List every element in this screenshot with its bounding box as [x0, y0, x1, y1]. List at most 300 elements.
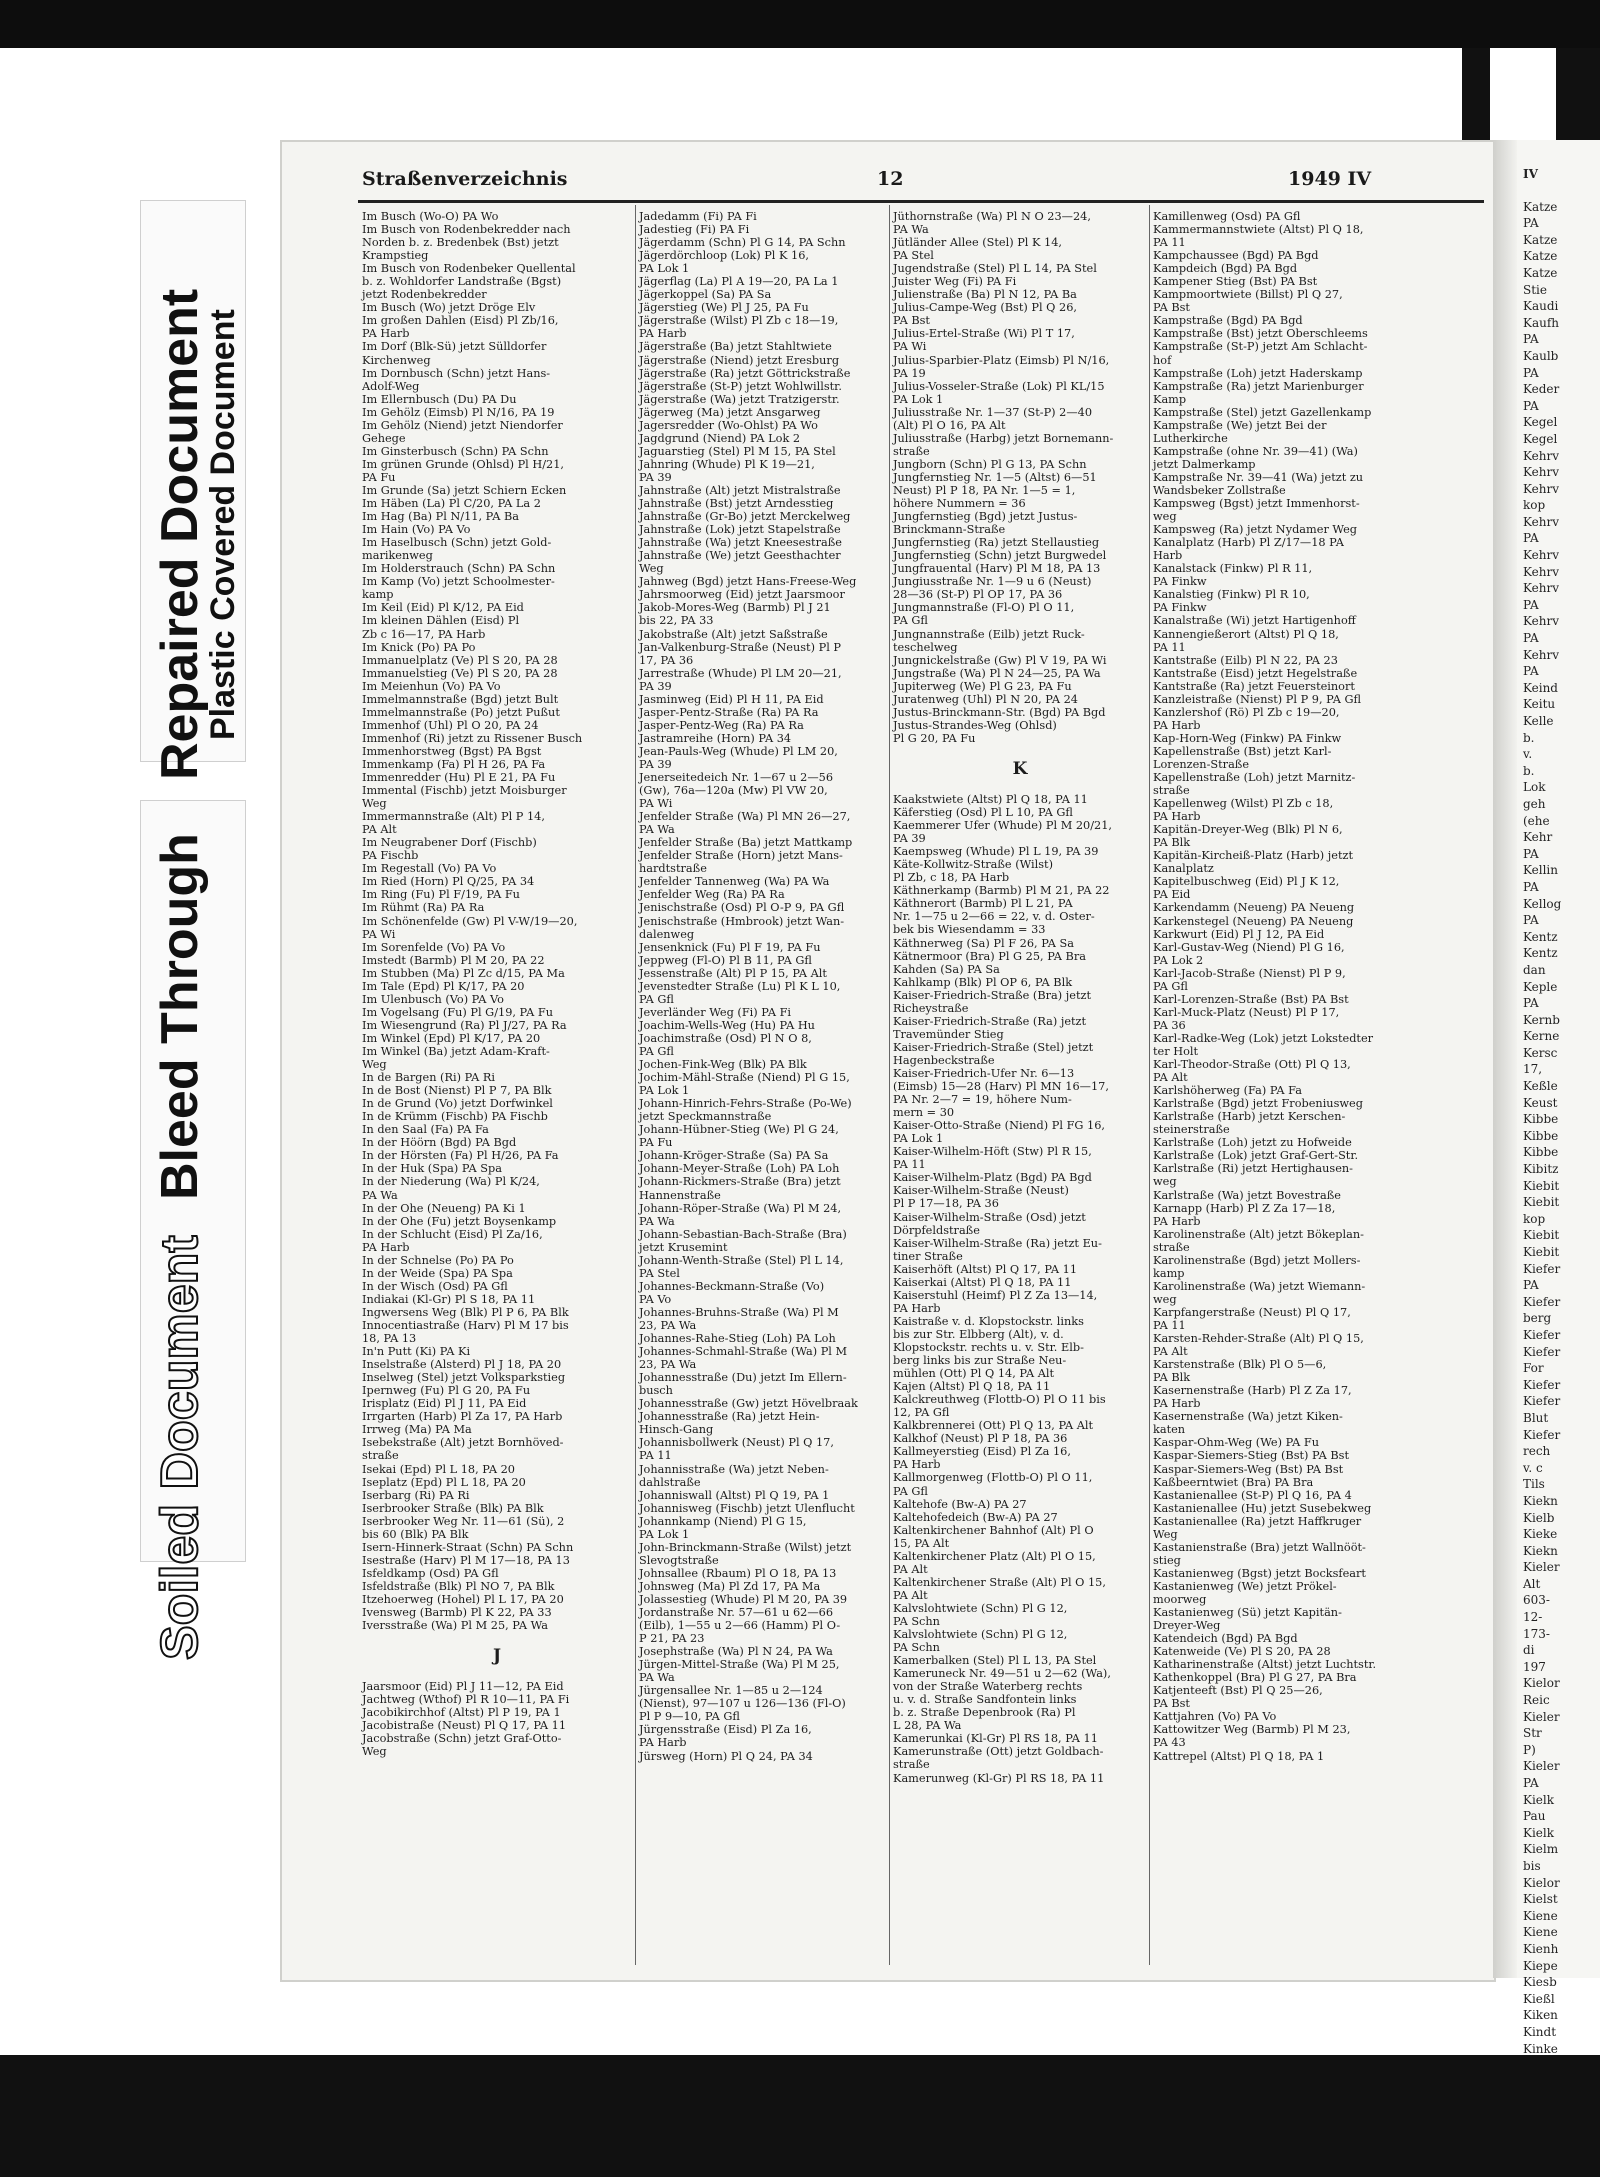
street-entry: Jürgensallee Nr. 1—85 u 2—124: [639, 1684, 823, 1698]
street-entry: PA 11: [639, 1449, 672, 1463]
adjacent-page-entry: Kiefer: [1523, 1344, 1561, 1359]
street-entry: Im Gehölz (Niend) jetzt Niendorfer: [362, 418, 563, 432]
adjacent-page-entry: Kiebit: [1523, 1178, 1560, 1193]
street-entry: Karl-Lorenzen-Straße (Bst) PA Bst: [1153, 992, 1349, 1006]
street-entry: [893, 780, 1147, 793]
street-entry: Im Meienhun (Vo) PA Vo: [362, 679, 501, 693]
section-letter: J: [492, 1646, 502, 1667]
street-entry: Kanalstraße (Wi) jetzt Hartigenhoff: [1153, 614, 1356, 628]
label-bleed-through: Bleed Through: [151, 833, 209, 1200]
street-entry: Jütländer Allee (Stel) Pl K 14,: [893, 236, 1063, 250]
street-entry: straße: [362, 1449, 399, 1463]
street-entry: Jenfelder Straße (Wa) Pl MN 26—27,: [639, 810, 851, 824]
adjacent-page-entry: Kellog: [1523, 896, 1562, 911]
street-entry: PA Alt: [1153, 1345, 1188, 1359]
street-entry: Irisplatz (Eid) Pl J 11, PA Eid: [362, 1397, 527, 1411]
adjacent-page-entry: Kiekn: [1523, 1493, 1558, 1508]
street-entry: Käthnerweg (Sa) Pl F 26, PA Sa: [893, 936, 1074, 950]
street-entry: Im Keil (Eid) Pl K/12, PA Eid: [362, 601, 524, 615]
street-entry: Isebekstraße (Alt) jetzt Bornhöved-: [362, 1436, 564, 1450]
adjacent-page-entry: Kiefer: [1523, 1377, 1561, 1392]
street-entry: straße: [1153, 1240, 1190, 1254]
street-entry: Im Busch von Rodenbeker Quellental: [362, 262, 576, 276]
street-entry: Jaarsmoor (Eid) Pl J 11—12, PA Eid: [362, 1680, 564, 1694]
adjacent-page-entry: Kielor: [1523, 1875, 1560, 1890]
street-entry: (Gw), 76a—120a (Mw) Pl VW 20,: [639, 784, 828, 798]
street-entry: Jagersredder (Wo-Ohlst) PA Wo: [639, 418, 818, 432]
street-entry: Jungiusstraße Nr. 1—9 u 6 (Neust): [893, 575, 1092, 589]
adjacent-page-entry: kop: [1523, 498, 1546, 513]
street-entry: (Nienst), 97—107 u 126—136 (Fl-O): [639, 1697, 846, 1711]
street-entry: Weg: [1153, 1527, 1178, 1541]
street-entry: Jägerstraße (St-P) jetzt Wohlwillstr.: [639, 379, 842, 393]
adjacent-page-entry: Kießl: [1523, 1991, 1555, 2006]
street-entry: Kaßbeerntwiet (Bra) PA Bra: [1153, 1475, 1314, 1489]
adjacent-page-entry: Kiefer: [1523, 1261, 1561, 1276]
street-entry: Immenkamp (Fa) Pl H 26, PA Fa: [362, 757, 546, 771]
street-entry: Jägerstraße (Niend) jetzt Eresburg: [639, 353, 840, 367]
adjacent-page-entry: Kiefer: [1523, 1394, 1561, 1409]
street-entry: Jagdgrund (Niend) PA Lok 2: [639, 431, 801, 445]
adjacent-page-entry: PA: [1523, 332, 1539, 347]
street-entry: Kanzleistraße (Nienst) Pl P 9, PA Gfl: [1153, 692, 1362, 706]
adjacent-page-entry: Kehrv: [1523, 564, 1559, 579]
adjacent-page-entry: Kehrv: [1523, 448, 1559, 463]
street-entry: PA Lok 1: [893, 1132, 944, 1146]
street-entry: Kanzlershof (Rö) Pl Zb c 19—20,: [1153, 705, 1340, 719]
street-entry: Kastanienweg (We) jetzt Prökel-: [1153, 1579, 1337, 1593]
street-entry: Kapitän-Dreyer-Weg (Blk) Pl N 6,: [1153, 823, 1343, 837]
adjacent-page-entry: Kielk: [1523, 1792, 1555, 1807]
street-entry: Julienstraße (Ba) Pl N 12, PA Ba: [893, 288, 1077, 302]
page-header-title: Straßenverzeichnis: [362, 168, 568, 190]
street-entry: Im Grunde (Sa) jetzt Schiern Ecken: [362, 483, 567, 497]
adjacent-page-entry: Keust: [1523, 1095, 1558, 1110]
street-entry: P 21, PA 23: [639, 1632, 705, 1646]
street-entry: Jeverländer Weg (Fi) PA Fi: [639, 1005, 792, 1019]
adjacent-page-entry: Kibbe: [1523, 1112, 1559, 1127]
street-entry: Kirchenweg: [362, 353, 431, 367]
street-entry: Kamerunstraße (Ott) jetzt Goldbach-: [893, 1745, 1104, 1759]
street-entry: Zb c 16—17, PA Harb: [362, 627, 486, 641]
street-entry: Johannes-Bruhns-Straße (Wa) Pl M: [639, 1305, 839, 1319]
street-entry: Jahrsmoorweg (Eid) jetzt Jaarsmoor: [639, 588, 845, 602]
street-entry: Kampener Stieg (Bst) PA Bst: [1153, 275, 1318, 289]
street-entry: Jägerdamm (Schn) Pl G 14, PA Schn: [639, 236, 846, 250]
street-entry: Kaltenkirchener Straße (Alt) Pl O 15,: [893, 1575, 1106, 1589]
street-entry: Kamerunweg (Kl-Gr) Pl RS 18, PA 11: [893, 1771, 1105, 1785]
street-entry: Weg: [362, 1745, 387, 1759]
street-entry: PA Nr. 2—7 = 19, höhere Num-: [893, 1093, 1072, 1107]
street-entry: Jahnstraße (Lok) jetzt Stapelstraße: [639, 523, 841, 537]
street-entry: Kammermannstwiete (Altst) Pl Q 18,: [1153, 223, 1364, 237]
street-entry: Im Ring (Fu) Pl F/19, PA Fu: [362, 888, 520, 902]
street-entry: PA Bst: [1153, 1697, 1190, 1711]
street-entry: Pl P 17—18, PA 36: [893, 1197, 999, 1211]
street-entry: 15, PA Alt: [893, 1536, 950, 1550]
street-entry: Kapellenstraße (Bst) jetzt Karl-: [1153, 744, 1332, 758]
street-column-1: [362, 210, 632, 1758]
adjacent-page-entry: Kindt: [1523, 2024, 1557, 2039]
adjacent-page-entry: Kehrv: [1523, 514, 1559, 529]
street-entry: Jürgen-Mittel-Straße (Wa) Pl M 25,: [639, 1658, 840, 1672]
street-entry: Iseplatz (Epd) Pl L 18, PA 20: [362, 1475, 526, 1489]
adjacent-page-entry: Kielor: [1523, 1676, 1560, 1691]
street-entry: Isestraße (Harv) Pl M 17—18, PA 13: [362, 1553, 570, 1567]
street-entry: Innocentiastraße (Harv) Pl M 17 bis: [362, 1318, 569, 1332]
street-entry: Karnapp (Harb) Pl Z Za 17—18,: [1153, 1201, 1336, 1215]
street-entry: mühlen (Ott) Pl Q 14, PA Alt: [893, 1367, 1055, 1381]
street-entry: Kaspar-Siemers-Weg (Bst) PA Bst: [1153, 1462, 1344, 1476]
street-entry: Kapitän-Kircheiß-Platz (Harb) jetzt: [1153, 849, 1353, 863]
street-entry: Nr. 1—75 u 2—66 = 22, v. d. Oster-: [893, 910, 1095, 924]
street-entry: Im Winkel (Epd) Pl K/17, PA 20: [362, 1031, 541, 1045]
street-entry: Johann-Hübner-Stieg (We) Pl G 24,: [639, 1123, 839, 1137]
adjacent-page-entry: PA: [1523, 398, 1539, 413]
street-entry: Jahnstraße (Bst) jetzt Arndesstieg: [639, 497, 834, 511]
adjacent-page-entry: Kieler: [1523, 1759, 1560, 1774]
street-entry: 23, PA Wa: [639, 1358, 697, 1372]
adjacent-page-entry: Kehrv: [1523, 614, 1559, 629]
street-entry: PA 36: [1153, 1018, 1186, 1032]
street-entry: Kastanienallee (Hu) jetzt Susebekweg: [1153, 1501, 1372, 1515]
street-entry: Jochim-Mähl-Straße (Niend) Pl G 15,: [639, 1071, 850, 1085]
street-entry: Kaiser-Wilhelm-Straße (Neust): [893, 1184, 1069, 1198]
adjacent-page-entry: Kiebit: [1523, 1195, 1560, 1210]
street-entry: Dörpfeldstraße: [893, 1223, 980, 1237]
street-entry: PA 43: [1153, 1736, 1186, 1750]
street-entry: Kastanienweg (Sü) jetzt Kapitän-: [1153, 1606, 1342, 1620]
street-entry: Joachim-Wells-Weg (Hu) PA Hu: [639, 1018, 815, 1032]
street-entry: Jenfelder Weg (Ra) PA Ra: [639, 888, 785, 902]
street-entry: mern = 30: [893, 1106, 955, 1120]
street-entry: Im Gehölz (Eimsb) Pl N/16, PA 19: [362, 405, 555, 419]
street-entry: Jasper-Pentz-Straße (Ra) PA Ra: [639, 705, 819, 719]
adjacent-page-entry: Kaufh: [1523, 315, 1560, 330]
street-entry: Karpfangerstraße (Neust) Pl Q 17,: [1153, 1305, 1351, 1319]
column-rule: [1149, 205, 1150, 1965]
street-column-2: [639, 210, 887, 1763]
street-entry: Immenhorstweg (Bgst) PA Bgst: [362, 744, 542, 758]
street-entry: Kaltehofe (Bw-A) PA 27: [893, 1497, 1027, 1511]
street-entry: Jean-Pauls-Weg (Whude) Pl LM 20,: [639, 744, 838, 758]
street-entry: Im großen Dahlen (Eisd) Pl Zb/16,: [362, 314, 559, 328]
street-entry: Kanalstieg (Finkw) Pl R 10,: [1153, 588, 1310, 602]
adjacent-page-entry: Kibbe: [1523, 1145, 1559, 1160]
street-entry: Jenischstraße (Hmbrook) jetzt Wan-: [639, 914, 845, 928]
street-entry: Kaemmerer Ufer (Whude) Pl M 20/21,: [893, 819, 1113, 833]
street-entry: Jungfernstieg (Bgd) jetzt Justus-: [893, 510, 1078, 524]
adjacent-page-entry: v. c: [1523, 1460, 1543, 1475]
street-entry: Iserbrooker Weg Nr. 11—61 (Sü), 2: [362, 1514, 565, 1528]
street-entry: Karkenstegel (Neueng) PA Neueng: [1153, 914, 1354, 928]
street-entry: Johann-Kröger-Straße (Sa) PA Sa: [639, 1149, 829, 1163]
street-entry: Im Häben (La) Pl C/20, PA La 2: [362, 497, 541, 511]
adjacent-page-entry: di: [1523, 1643, 1535, 1658]
adjacent-page-entry: PA: [1523, 365, 1539, 380]
street-entry: PA 39: [639, 679, 672, 693]
street-entry: Karl-Radke-Weg (Lok) jetzt Lokstedter: [1153, 1031, 1374, 1045]
street-entry: Johannisstraße (Wa) jetzt Neben-: [639, 1462, 829, 1476]
street-entry: Johannkamp (Niend) Pl G 15,: [639, 1514, 807, 1528]
street-entry: Katenweide (Ve) Pl S 20, PA 28: [1153, 1645, 1331, 1659]
street-entry: Johannisbollwerk (Neust) Pl Q 17,: [639, 1436, 834, 1450]
street-entry: von der Straße Waterberg rechts: [893, 1680, 1083, 1694]
street-entry: PA Schn: [893, 1641, 940, 1655]
street-entry: PA Blk: [1153, 836, 1191, 850]
street-entry: weg: [1153, 1175, 1177, 1189]
adjacent-page-entry: Kieler: [1523, 1560, 1560, 1575]
street-entry: PA Fischb: [362, 849, 419, 863]
street-entry: Kamerbalken (Stel) Pl L 13, PA Stel: [893, 1654, 1097, 1668]
street-entry: PA Gfl: [893, 614, 928, 628]
street-entry: PA Harb: [1153, 810, 1201, 824]
street-entry: PA Vo: [639, 1292, 672, 1306]
street-entry: höhere Nummern = 36: [893, 497, 1026, 511]
street-entry: 23, PA Wa: [639, 1318, 697, 1332]
street-entry: Jungfernstieg (Schn) jetzt Burgwedel: [893, 549, 1107, 563]
street-entry: Kapitelbuschweg (Eid) Pl J K 12,: [1153, 875, 1340, 889]
street-entry: straße: [893, 1758, 930, 1772]
street-entry: Karstenstraße (Blk) Pl O 5—6,: [1153, 1358, 1327, 1372]
street-entry: stieg: [1153, 1553, 1181, 1567]
adjacent-page-entry: Keßle: [1523, 1079, 1558, 1094]
street-entry: Immermannstraße (Alt) Pl P 14,: [362, 810, 545, 824]
street-entry: Jachtweg (Wthof) Pl R 10—11, PA Fi: [362, 1693, 570, 1707]
street-entry: Johann-Hinrich-Fehrs-Straße (Po-We): [639, 1097, 852, 1111]
street-entry: Jägerstieg (We) Pl J 25, PA Fu: [639, 301, 809, 315]
street-entry: Kaspar-Ohm-Weg (We) PA Fu: [1153, 1436, 1320, 1450]
adjacent-page-entry: Kiefer: [1523, 1427, 1561, 1442]
street-entry: marikenweg: [362, 549, 433, 563]
street-entry: Jasminweg (Eid) Pl H 11, PA Eid: [639, 692, 824, 706]
street-entry: Jeppweg (Fl-O) Pl B 11, PA Gfl: [639, 953, 812, 967]
street-entry: PA Harb: [639, 327, 687, 341]
street-entry: Johann-Rickmers-Straße (Bra) jetzt: [639, 1175, 841, 1189]
street-entry: PA Wa: [639, 1214, 675, 1228]
street-entry: Im Vogelsang (Fu) Pl G/19, PA Fu: [362, 1005, 553, 1019]
adjacent-page-entry: Kiekn: [1523, 1543, 1558, 1558]
street-entry: In der Wisch (Osd) PA Gfl: [362, 1279, 508, 1293]
street-entry: Jenfelder Straße (Horn) jetzt Mans-: [639, 849, 843, 863]
adjacent-page-entry: Keitu: [1523, 697, 1556, 712]
street-entry: Jugendstraße (Stel) Pl L 14, PA Stel: [893, 262, 1097, 276]
street-entry: Karlshöherweg (Fa) PA Fa: [1153, 1084, 1302, 1098]
street-entry: PA Gfl: [639, 1045, 674, 1058]
street-entry: busch: [639, 1384, 673, 1398]
street-entry: PA Blk: [1153, 1371, 1191, 1385]
street-entry: jetzt Krusemint: [639, 1240, 728, 1254]
adjacent-page-entry: Kieke: [1523, 1527, 1558, 1542]
street-entry: PA Harb: [362, 1240, 410, 1254]
street-entry: dahlstraße: [639, 1475, 701, 1489]
street-entry: Jenischstraße (Osd) Pl O-P 9, PA Gfl: [639, 901, 845, 915]
street-entry: PA Stel: [639, 1266, 680, 1280]
street-entry: John-Brinckmann-Straße (Wilst) jetzt: [639, 1540, 852, 1554]
street-entry: 12, PA Gfl: [893, 1406, 950, 1420]
street-entry: Johnsallee (Rbaum) Pl O 18, PA 13: [639, 1566, 837, 1580]
street-entry: Immanuelplatz (Ve) Pl S 20, PA 28: [362, 653, 558, 667]
street-entry: Justus-Strandes-Weg (Ohlsd): [893, 718, 1057, 732]
street-entry: Kattjahren (Vo) PA Vo: [1153, 1710, 1277, 1724]
street-entry: Kanalplatz (Harb) Pl Z/17—18 PA: [1153, 536, 1344, 550]
street-entry: Isfeldkamp (Osd) PA Gfl: [362, 1566, 499, 1580]
street-entry: tiner Straße: [893, 1249, 963, 1263]
street-entry: Kalkhof (Neust) Pl P 18, PA 36: [893, 1432, 1068, 1446]
adjacent-page-fragment: [1517, 140, 1600, 2056]
street-entry: Kanalplatz: [1153, 862, 1214, 876]
street-entry: In der Schlucht (Eisd) Pl Za/16,: [362, 1227, 543, 1241]
street-entry: Jahnstraße (Alt) jetzt Mistralstraße: [639, 483, 841, 497]
adjacent-page-entry: bis: [1523, 1858, 1541, 1873]
street-entry: Slevogtstraße: [639, 1553, 719, 1567]
street-entry: ter Holt: [1153, 1045, 1199, 1058]
street-entry: Jan-Valkenburg-Straße (Neust) Pl P: [639, 640, 841, 654]
street-entry: Itzehoerweg (Hohel) Pl L 17, PA 20: [362, 1592, 564, 1606]
street-entry: Inselstraße (Alsterd) Pl J 18, PA 20: [362, 1358, 562, 1372]
street-entry: Kaiser-Wilhelm-Straße (Osd) jetzt: [893, 1210, 1086, 1224]
street-entry: Kampsweg (Bgst) jetzt Immenhorst-: [1153, 497, 1360, 511]
street-entry: Lorenzen-Straße: [1153, 757, 1250, 771]
street-entry: Käthnerort (Barmb) Pl L 21, PA: [893, 897, 1073, 911]
street-entry: PA Wa: [639, 823, 675, 837]
street-entry: Johannes-Schmahl-Straße (Wa) Pl M: [639, 1345, 848, 1359]
street-entry: Kampstraße (Stel) jetzt Gazellenkamp: [1153, 405, 1372, 419]
street-entry: Kamp: [1153, 392, 1187, 406]
street-entry: Im Regestall (Vo) PA Vo: [362, 862, 497, 876]
street-entry: Im Busch von Rodenbekredder nach: [362, 223, 571, 237]
adjacent-page-entry: Kiesb: [1523, 1975, 1557, 1990]
street-entry: PA Harb: [1153, 718, 1201, 732]
street-entry: Im Hain (Vo) PA Vo: [362, 523, 471, 537]
adjacent-page-entry: b.: [1523, 730, 1535, 745]
street-entry: PA 11: [1153, 640, 1186, 654]
street-entry: Kaiserstuhl (Heimf) Pl Z Za 13—14,: [893, 1288, 1098, 1302]
header-rule: [358, 200, 1484, 203]
street-entry: Karl-Jacob-Straße (Nienst) Pl P 9,: [1153, 966, 1346, 980]
street-entry: Jägerstraße (Ra) jetzt Göttrickstraße: [639, 366, 851, 380]
street-entry: Jahnstraße (We) jetzt Geesthachter: [639, 549, 841, 563]
street-entry: PA Wi: [639, 797, 673, 811]
adjacent-page-entry: Kielm: [1523, 1842, 1559, 1857]
street-entry: PA 39: [893, 832, 926, 846]
street-entry: Kampstraße (Loh) jetzt Haderskamp: [1153, 366, 1363, 380]
street-entry: Karolinenstraße (Bgd) jetzt Mollers-: [1153, 1253, 1361, 1267]
street-entry: Immental (Fischb) jetzt Moisburger: [362, 784, 567, 798]
street-entry: PA Alt: [1153, 1071, 1188, 1085]
street-entry: PA Wa: [893, 223, 929, 237]
street-entry: Johannesstraße (Du) jetzt Im Ellern-: [639, 1371, 847, 1385]
street-entry: jetzt Dalmerkamp: [1153, 457, 1256, 471]
adjacent-page-entry: Kiefer: [1523, 1294, 1561, 1309]
street-entry: Jupiterweg (We) Pl G 23, PA Fu: [893, 679, 1072, 693]
adjacent-page-entry: Kiene: [1523, 1925, 1558, 1940]
adjacent-page-entry: v.: [1523, 747, 1533, 762]
adjacent-page-entry: Kaudi: [1523, 299, 1559, 314]
adjacent-page-entry: Kibbe: [1523, 1128, 1559, 1143]
street-entry: Imstedt (Barmb) Pl M 20, PA 22: [362, 953, 545, 967]
top-scan-border: [0, 0, 1600, 48]
street-entry: Kaiser-Friedrich-Ufer Nr. 6—13: [893, 1067, 1075, 1080]
street-entry: Kamillenweg (Osd) PA Gfl: [1153, 210, 1301, 223]
adjacent-page-entry: Kielst: [1523, 1892, 1558, 1907]
street-entry: Jägerstraße (Wa) jetzt Tratzigerstr.: [639, 392, 840, 406]
street-entry: Jungnickelstraße (Gw) Pl V 19, PA Wi: [893, 653, 1107, 667]
street-entry: Kamerunkai (Kl-Gr) Pl RS 18, PA 11: [893, 1732, 1098, 1746]
street-entry: [362, 1667, 632, 1680]
street-entry: Kaakstwiete (Altst) Pl Q 18, PA 11: [893, 793, 1088, 807]
adjacent-page-entry: 173-: [1523, 1626, 1550, 1641]
adjacent-page-entry: PA: [1523, 531, 1539, 546]
street-entry: PA Finkw: [1153, 601, 1207, 615]
street-entry: Norden b. z. Bredenbek (Bst) jetzt: [362, 236, 559, 250]
street-entry: Karl-Gustav-Weg (Niend) Pl G 16,: [1153, 940, 1345, 954]
adjacent-page-entry: PA: [1523, 996, 1539, 1011]
street-entry: Kahden (Sa) PA Sa: [893, 962, 1000, 976]
street-entry: Im Schönenfelde (Gw) Pl V-W/19—20,: [362, 914, 578, 928]
street-entry: PA Wa: [639, 1671, 675, 1685]
street-entry: b. z. Straße Depenbrook (Ra) Pl: [893, 1706, 1076, 1720]
adjacent-page-entry: kop: [1523, 1211, 1546, 1226]
street-entry: Isfeldstraße (Blk) Pl NO 7, PA Blk: [362, 1579, 555, 1593]
street-entry: Karsten-Rehder-Straße (Alt) Pl Q 15,: [1153, 1332, 1364, 1346]
street-entry: Kampstraße Nr. 39—41 (Wa) jetzt zu: [1153, 470, 1364, 484]
bottom-scan-border: [0, 2055, 1600, 2177]
street-entry: Kaiser-Wilhelm-Höft (Stw) Pl R 15,: [893, 1145, 1092, 1159]
street-entry: bis 22, PA 33: [639, 614, 714, 628]
street-entry: Käthnerkamp (Barmb) Pl M 21, PA 22: [893, 884, 1110, 898]
street-entry: Immelmannstraße (Po) jetzt Pußut: [362, 705, 560, 719]
street-entry: Johann-Meyer-Straße (Loh) PA Loh: [639, 1162, 840, 1176]
adjacent-page-entry: Kehrv: [1523, 465, 1559, 480]
street-entry: Im Winkel (Ba) jetzt Adam-Kraft-: [362, 1045, 550, 1058]
street-entry: Kathenkoppel (Bra) Pl G 27, PA Bra: [1153, 1671, 1357, 1685]
street-entry: PA Finkw: [1153, 575, 1207, 589]
adjacent-page-entry: Keind: [1523, 680, 1558, 695]
adjacent-page-entry: Keple: [1523, 979, 1558, 994]
adjacent-page-entry: 17,: [1523, 1062, 1543, 1077]
street-entry: Kaltenkirchener Bahnhof (Alt) Pl O: [893, 1523, 1094, 1537]
street-entry: Kaistraße v. d. Klopstockstr. links: [893, 1314, 1084, 1328]
street-entry: Jadedamm (Fi) PA Fi: [639, 210, 757, 223]
street-entry: PA 11: [893, 1158, 926, 1172]
street-entry: PA Harb: [362, 327, 410, 341]
street-entry: weg: [1153, 1292, 1177, 1306]
street-entry: Kampchaussee (Bgd) PA Bgd: [1153, 249, 1319, 263]
street-entry: Juliusstraße (Harbg) jetzt Bornemann-: [893, 431, 1114, 445]
street-entry: Kannengießerort (Altst) Pl Q 18,: [1153, 627, 1339, 641]
street-entry: Jungborn (Schn) Pl G 13, PA Schn: [893, 457, 1087, 471]
street-entry: Gehege: [362, 431, 406, 445]
adjacent-page-entry: Kiken: [1523, 2008, 1558, 2023]
adjacent-page-entry: Kellin: [1523, 863, 1558, 878]
street-entry: Im Neugrabener Dorf (Fischb): [362, 836, 537, 850]
street-entry: Im Wiesengrund (Ra) Pl J/27, PA Ra: [362, 1018, 567, 1032]
street-entry: Jacobikirchhof (Altst) Pl P 19, PA 1: [362, 1706, 561, 1720]
adjacent-page-entry: P): [1523, 1742, 1536, 1757]
street-entry: Im Knick (Po) PA Po: [362, 640, 476, 654]
street-entry: PA Gfl: [1153, 979, 1188, 993]
street-entry: Neust) Pl P 18, PA Nr. 1—5 = 1,: [893, 483, 1076, 497]
street-entry: Karlstraße (Wa) jetzt Bovestraße: [1153, 1188, 1341, 1202]
street-entry: Jüthornstraße (Wa) Pl N O 23—24,: [893, 210, 1091, 223]
street-entry: In der Ohe (Neueng) PA Ki 1: [362, 1201, 526, 1215]
street-entry: Weg: [639, 562, 664, 576]
street-entry: Karlstraße (Loh) jetzt zu Hofweide: [1153, 1136, 1352, 1150]
adjacent-page-entry: Kerne: [1523, 1029, 1560, 1044]
adjacent-page-entry: Katze: [1523, 249, 1558, 264]
street-entry: Kanalstack (Finkw) Pl R 11,: [1153, 562, 1313, 576]
